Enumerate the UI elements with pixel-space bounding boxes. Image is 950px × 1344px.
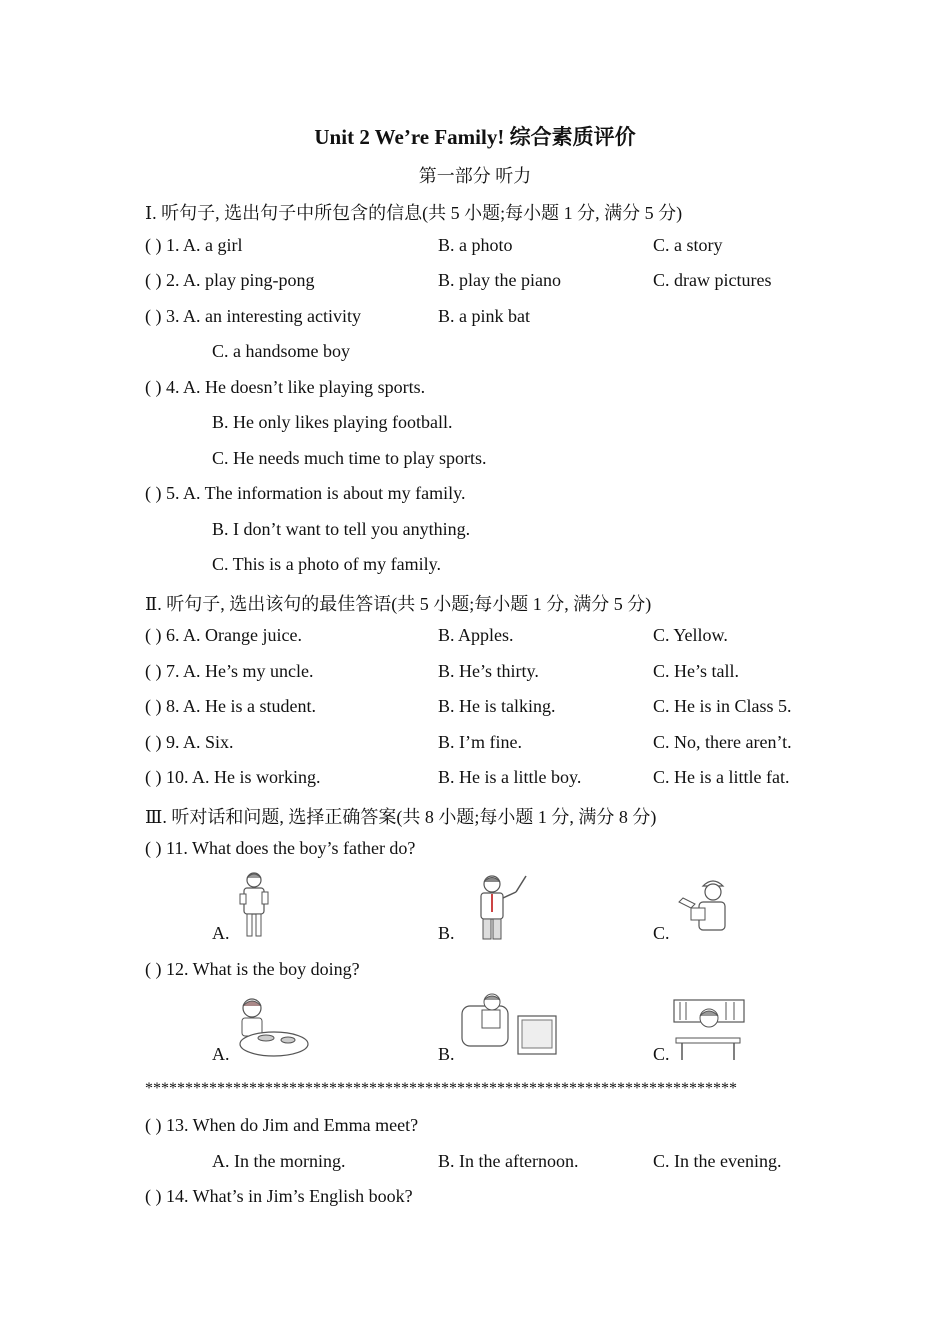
q11-label-b: B. <box>438 923 455 943</box>
q1-option-b[interactable]: B. a photo <box>438 235 513 255</box>
q10-option-a[interactable]: ( ) 10. A. He is working. <box>145 767 321 787</box>
q4-option-b[interactable]: B. He only likes playing football. <box>212 412 453 432</box>
q6-option-b[interactable]: B. Apples. <box>438 625 514 645</box>
q9-option-a[interactable]: ( ) 9. A. Six. <box>145 732 234 752</box>
q11-picture-doctor[interactable] <box>236 870 272 940</box>
q4-option-c[interactable]: C. He needs much time to play sports. <box>212 448 487 468</box>
boy-eating-icon <box>234 994 310 1060</box>
q13-stem: ( ) 13. When do Jim and Emma meet? <box>145 1115 419 1135</box>
q11-picture-teacher[interactable] <box>470 872 530 942</box>
q14-stem: ( ) 14. What’s in Jim’s English book? <box>145 1186 413 1206</box>
q12-label-c: C. <box>653 1044 670 1064</box>
q12-picture-eating[interactable] <box>234 994 310 1060</box>
q9-option-b[interactable]: B. I’m fine. <box>438 732 522 752</box>
q11-label-c: C. <box>653 923 670 943</box>
q2-option-c[interactable]: C. draw pictures <box>653 270 772 290</box>
q12-label-a: A. <box>212 1044 230 1064</box>
q12-picture-studying[interactable] <box>672 998 746 1062</box>
q2-option-b[interactable]: B. play the piano <box>438 270 561 290</box>
q13-option-c[interactable]: C. In the evening. <box>653 1151 782 1171</box>
q12-label-b: B. <box>438 1044 455 1064</box>
q8-option-c[interactable]: C. He is in Class 5. <box>653 696 792 716</box>
q10-option-c[interactable]: C. He is a little fat. <box>653 767 790 787</box>
q4-option-a[interactable]: ( ) 4. A. He doesn’t like playing sports. <box>145 377 426 397</box>
doctor-figure-icon <box>236 870 272 940</box>
q13-option-a[interactable]: A. In the morning. <box>212 1151 346 1171</box>
q11-stem: ( ) 11. What does the boy’s father do? <box>145 838 416 858</box>
q10-option-b[interactable]: B. He is a little boy. <box>438 767 582 787</box>
section1-heading: Ⅰ. 听句子, 选出句子中所包含的信息(共 5 小题;每小题 1 分, 满分 5 分) <box>145 203 683 223</box>
q5-option-a[interactable]: ( ) 5. A. The information is about my family. <box>145 483 466 503</box>
q2-option-a[interactable]: ( ) 2. A. play ping-pong <box>145 270 315 290</box>
q9-option-c[interactable]: C. No, there aren’t. <box>653 732 792 752</box>
teacher-figure-icon <box>470 872 530 942</box>
q3-option-a[interactable]: ( ) 3. A. an interesting activity <box>145 306 361 326</box>
q6-option-a[interactable]: ( ) 6. A. Orange juice. <box>145 625 302 645</box>
q7-option-b[interactable]: B. He’s thirty. <box>438 661 539 681</box>
q11-label-a: A. <box>212 923 230 943</box>
q8-option-a[interactable]: ( ) 8. A. He is a student. <box>145 696 316 716</box>
boy-watching-tv-icon <box>460 992 560 1062</box>
page-title: Unit 2 We’re Family! 综合素质评价 <box>314 125 636 149</box>
q1-option-a[interactable]: ( ) 1. A. a girl <box>145 235 243 255</box>
q8-option-b[interactable]: B. He is talking. <box>438 696 556 716</box>
q5-option-c[interactable]: C. This is a photo of my family. <box>212 554 441 574</box>
q11-picture-worker[interactable] <box>675 874 735 940</box>
q13-option-b[interactable]: B. In the afternoon. <box>438 1151 579 1171</box>
q3-option-b[interactable]: B. a pink bat <box>438 306 530 326</box>
separator-stars: ************************************************************************** <box>145 1080 737 1097</box>
worker-figure-icon <box>675 874 735 940</box>
boy-studying-icon <box>672 998 746 1062</box>
q12-stem: ( ) 12. What is the boy doing? <box>145 959 360 979</box>
q12-picture-tv[interactable] <box>460 992 560 1062</box>
q6-option-c[interactable]: C. Yellow. <box>653 625 728 645</box>
part-title: 第一部分 听力 <box>418 166 532 186</box>
q1-option-c[interactable]: C. a story <box>653 235 723 255</box>
q7-option-c[interactable]: C. He’s tall. <box>653 661 739 681</box>
section2-heading: Ⅱ. 听句子, 选出该句的最佳答语(共 5 小题;每小题 1 分, 满分 5 分) <box>145 594 652 614</box>
q3-option-c[interactable]: C. a handsome boy <box>212 341 350 361</box>
q5-option-b[interactable]: B. I don’t want to tell you anything. <box>212 519 471 539</box>
q7-option-a[interactable]: ( ) 7. A. He’s my uncle. <box>145 661 314 681</box>
section3-heading: Ⅲ. 听对话和问题, 选择正确答案(共 8 小题;每小题 1 分, 满分 8 分) <box>145 807 657 827</box>
